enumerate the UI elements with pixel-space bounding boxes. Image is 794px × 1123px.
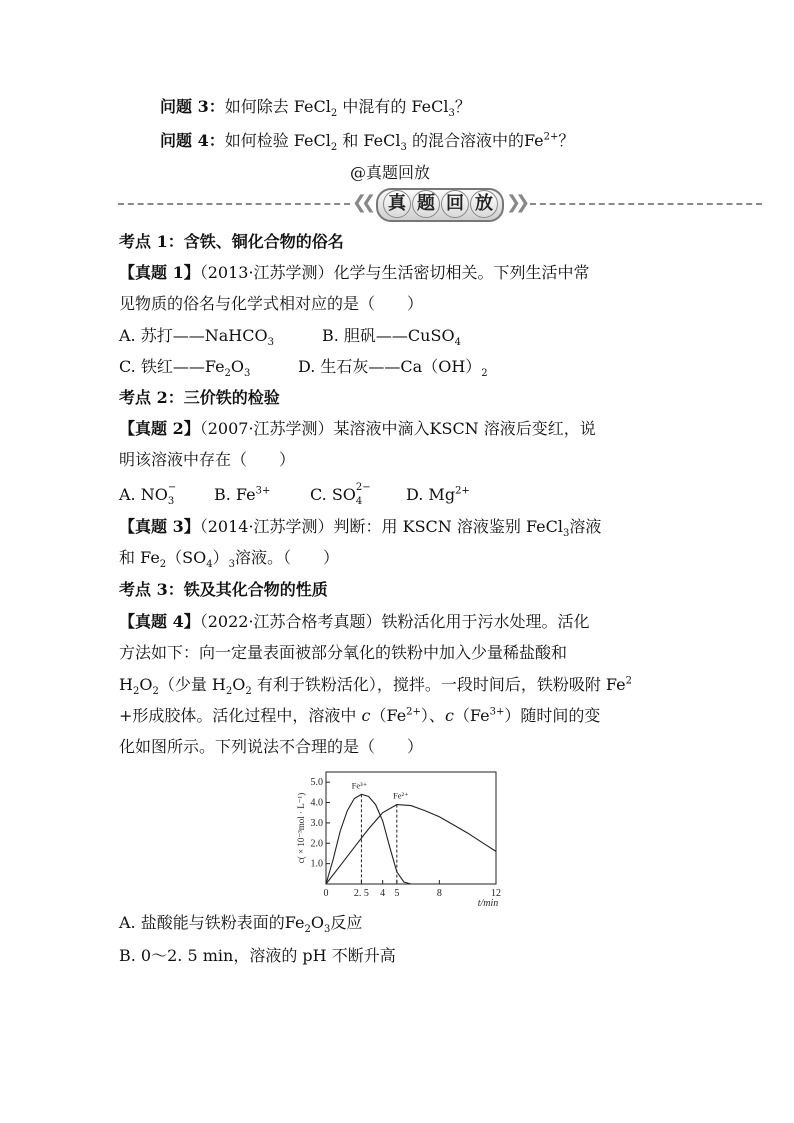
question-4: 问题 4：如何检验 FeCl$_2$ 和 FeCl$_3$ 的混合溶液中的$Fe^{2+}$？ xyxy=(160,131,575,154)
zhenti-4-line4: +形成胶体。活化过程中，溶液中 $c(Fe^{2+})$、$c(Fe^{3+})$随时间的变 xyxy=(119,706,601,725)
series-label: Fe³⁺ xyxy=(351,780,368,791)
banner-rule-left xyxy=(118,203,350,205)
x-tick-label: 0 xyxy=(323,888,329,899)
zhenti-1-line2: 见物质的俗名与化学式相对应的是（ ） xyxy=(119,294,424,313)
series-line-1 xyxy=(326,794,411,884)
series-label: Fe²⁺ xyxy=(393,790,409,801)
zhenti-4-option-a: A. 盐酸能与铁粉表面的$Fe_2O_3$反应 xyxy=(119,913,363,936)
zhenti-4-option-b: B. 0～2. 5 min，溶液的 pH 不断升高 xyxy=(119,946,396,965)
banner-char: 题 xyxy=(412,190,440,218)
zhenti-3-line2: 和 $Fe_2(SO_4)_3$溶液。（ ） xyxy=(119,548,340,571)
y-tick-label: 3.0 xyxy=(310,817,323,829)
zhenti-2-line2: 明该溶液中存在（ ） xyxy=(119,450,296,469)
question-3: 问题 3：如何除去 FeCl$_2$ 中混有的 FeCl$_3$？ xyxy=(160,97,471,120)
banner-char: 回 xyxy=(441,190,469,218)
x-tick-label: 8 xyxy=(436,888,442,899)
banner-char: 放 xyxy=(470,190,498,218)
zhenti-1-option-c: C. 铁红$——Fe_2O_3$ xyxy=(119,357,251,380)
zhenti-2-option-c: C. SO 2− 4 xyxy=(310,482,371,507)
anchor-link[interactable]: @真题回放 xyxy=(350,163,431,182)
zhenti-3-line1: 【真题 3】（2014·江苏学测）判断：用 KSCN 溶液鉴别 FeCl$_3$溶液 xyxy=(119,517,602,540)
zhenti-4-line3: $H_2O_2$（少量 $H_2O_2$ 有利于铁粉活化），搅拌。一段时间后，铁粉吸附 Fe$^2$ xyxy=(119,675,632,698)
x-tick-label: 4 xyxy=(380,888,386,899)
kaodian-2: 考点 2：三价铁的检验 xyxy=(119,388,280,407)
x-axis-label: t/min xyxy=(477,898,499,906)
zhenti-4-line2: 方法如下：向一定量表面被部分氧化的铁粉中加入少量稀盐酸和 xyxy=(119,643,568,662)
kaodian-1: 考点 1：含铁、铜化合物的俗名 xyxy=(119,232,344,251)
kaodian-3: 考点 3：铁及其化合物的性质 xyxy=(119,580,328,599)
zhenti-1-option-d: D. 生石灰$——Ca(OH)_2$ xyxy=(298,357,488,380)
x-tick-label: 12 xyxy=(491,888,501,899)
concentration-chart xyxy=(290,766,510,906)
zhenti-1-line1: 【真题 1】（2013·江苏学测）化学与生活密切相关。下列生活中常 xyxy=(119,263,590,282)
banner-rule-right xyxy=(530,203,762,205)
y-axis-label: c( × 10⁻³mol · L⁻¹) xyxy=(296,792,306,864)
chevron-right-icon: ❯❯ xyxy=(506,192,525,213)
zhenti-4-line1: 【真题 4】（2022·江苏合格考真题）铁粉活化用于污水处理。活化 xyxy=(119,612,590,631)
zhenti-2-option-a: A. NO − 3 xyxy=(119,482,177,507)
banner-char: 真 xyxy=(383,190,411,218)
y-tick-label: 4.0 xyxy=(310,797,323,809)
y-tick-label: 2.0 xyxy=(310,838,323,850)
zhenti-4-line5: 化如图所示。下列说法不合理的是（ ） xyxy=(119,737,424,756)
zhenti-1-option-b: B. 胆矾——CuSO$_4$ xyxy=(322,326,461,349)
zhenti-2-line1: 【真题 2】（2007·江苏学测）某溶液中滴入KSCN 溶液后变红，说 xyxy=(119,419,596,438)
y-tick-label: 1.0 xyxy=(310,858,323,870)
zhenti-1-option-a: A. 苏打——NaHCO$_3$ xyxy=(119,326,274,349)
zhenti-2-option-b: B. $Fe^{3+}$ xyxy=(214,485,271,504)
x-tick-label: 5 xyxy=(394,888,400,899)
y-tick-label: 5.0 xyxy=(310,777,323,789)
x-tick-label: 2. 5 xyxy=(353,888,369,899)
chevron-left-icon: ❮❮ xyxy=(352,192,371,213)
zhenti-2-option-d: D. $Mg^{2+}$ xyxy=(406,485,470,504)
series-line-2 xyxy=(326,805,496,884)
section-banner xyxy=(350,186,530,222)
